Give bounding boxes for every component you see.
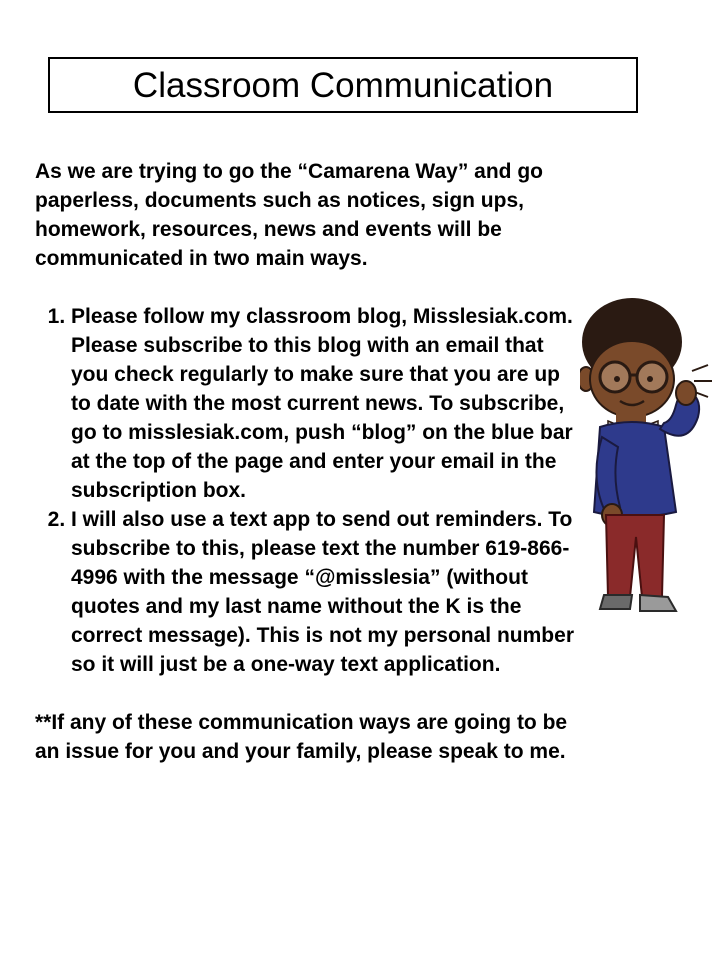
shoe-right: [640, 595, 676, 611]
communication-list: [35, 302, 580, 679]
closing-note: **If any of these communication ways are going to be an issue for you and your family, please speak to me.: [35, 711, 568, 763]
list-item-blog: 1. Please follow my classroom blog, Misslesiak.com. Please subscribe to this blog with an email that you check regularly to make sure that you are up to date with the most current news. To subscribe, go to misslesiak.com, push “blog” on the blue bar at the top of the page and enter your email in the subscription box.: [71, 302, 580, 505]
page-title: Classroom Communication: [132, 65, 554, 105]
intro-paragraph: As we are trying to go the “Camarena Way” and go paperless, documents such as notices, sign ups, homework, resources, news and events will be communicated in two main ways.: [35, 160, 543, 270]
title-box: [48, 57, 638, 113]
list-item-text-app: 2. I will also use a text app to send out reminders. To subscribe to this, please text the number 619-866-4996 with the message “@misslesia” (without quotes and my last name without the K is the correct message). This is not my personal number so it will just be a one-way text application.: [71, 505, 580, 679]
document-body: [35, 157, 580, 766]
boy-clipart-illustration: [580, 297, 720, 627]
shoe-left: [600, 595, 632, 609]
pants: [606, 515, 664, 597]
